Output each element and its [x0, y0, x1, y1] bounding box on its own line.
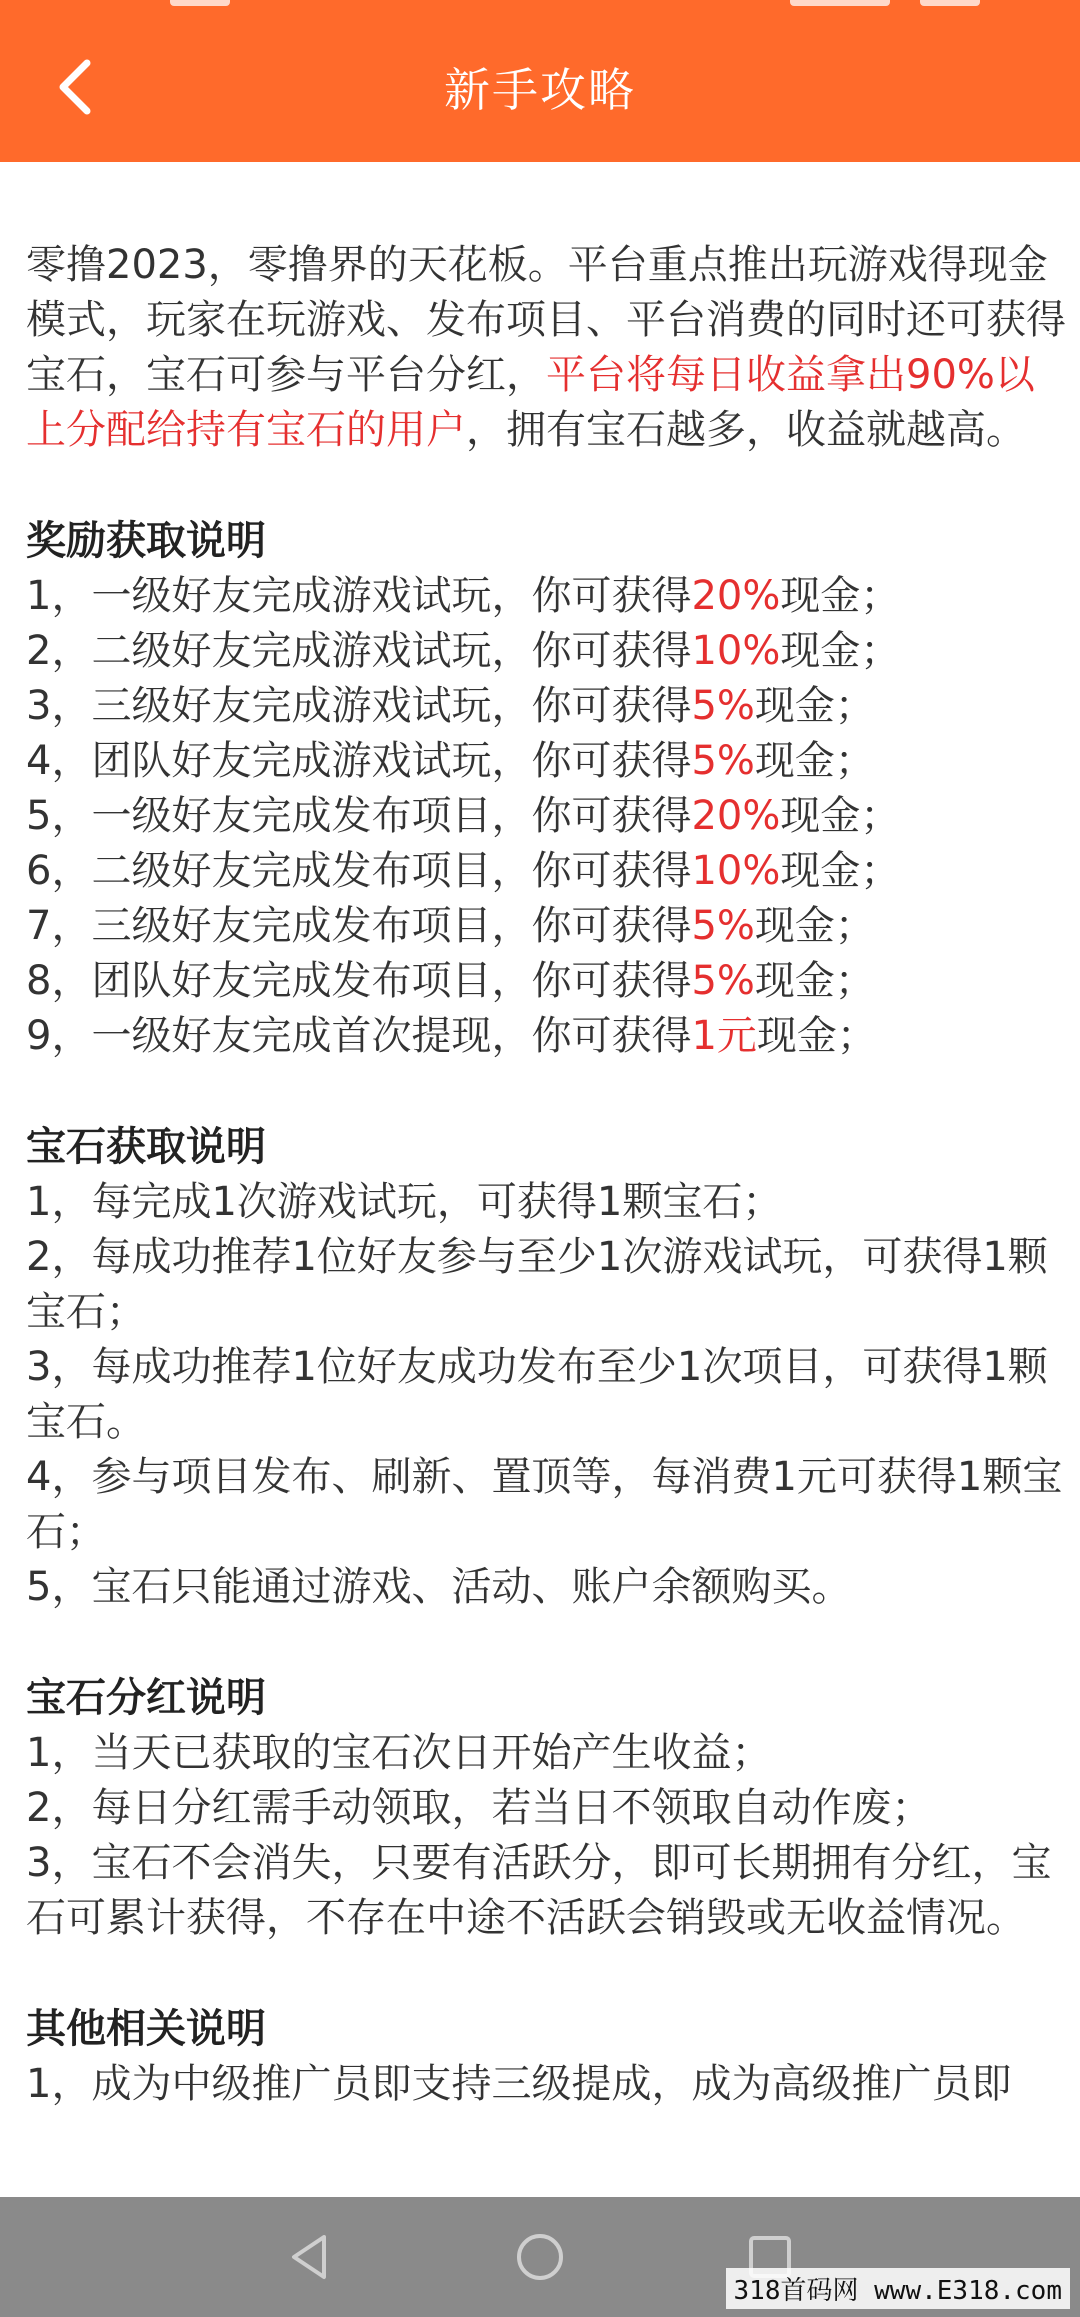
list-item: [26, 844, 1066, 899]
item-text: 4，团队好友完成游戏试玩，你可获得: [26, 738, 692, 784]
item-text: 2，二级好友完成游戏试玩，你可获得: [26, 628, 692, 674]
list-item: [26, 789, 1066, 844]
item-text: 现金；: [754, 738, 875, 784]
nav-back-button[interactable]: [280, 2227, 340, 2287]
list-item: [26, 954, 1066, 1009]
item-text: 7，三级好友完成发布项目，你可获得: [26, 903, 692, 949]
guide-content: [26, 238, 1066, 2112]
other-section: [26, 2002, 1066, 2112]
circle-home-icon: [514, 2231, 566, 2283]
item-text: 现金；: [754, 958, 875, 1004]
intro-paragraph: [26, 238, 1066, 458]
item-text: 现金；: [780, 573, 901, 619]
status-bar-fragment: [790, 0, 890, 6]
list-item: [26, 569, 1066, 624]
list-item: [26, 679, 1066, 734]
app-header: [0, 0, 1080, 162]
item-text: 1，一级好友完成游戏试玩，你可获得: [26, 573, 692, 619]
gem-section: [26, 1120, 1066, 1615]
item-value: 20%: [691, 573, 781, 619]
list-item: [26, 1009, 1066, 1064]
list-item: 3，宝石不会消失，只要有活跃分，即可长期拥有分红，宝石可累计获得，不存在中途不活跃会销毁或无收益情况。: [26, 1840, 1052, 1941]
item-text: 5，一级好友完成发布项目，你可获得: [26, 793, 692, 839]
list-item: [26, 624, 1066, 679]
section-title: 宝石获取说明: [26, 1124, 266, 1170]
item-text: 3，三级好友完成游戏试玩，你可获得: [26, 683, 692, 729]
item-text: 现金；: [756, 1013, 877, 1059]
status-bar: [0, 0, 1080, 14]
item-value: 5%: [691, 738, 755, 784]
triangle-back-icon: [284, 2231, 336, 2283]
item-text: 现金；: [780, 628, 901, 674]
system-nav-bar: [0, 2197, 1080, 2317]
item-value: 10%: [691, 848, 781, 894]
intro-highlight: 平台将每日收益拿出90%以上分配给持有宝石的用户: [26, 352, 1035, 453]
item-text: 6，二级好友完成发布项目，你可获得: [26, 848, 692, 894]
item-text: 现金；: [754, 683, 875, 729]
intro-text-end: ，拥有宝石越多，收益就越高。: [466, 407, 1026, 453]
item-value: 5%: [691, 683, 755, 729]
reward-section: [26, 514, 1066, 1064]
item-value: 10%: [691, 628, 781, 674]
nav-home-button[interactable]: [510, 2227, 570, 2287]
item-value: 5%: [691, 903, 755, 949]
list-item: 2，每成功推荐1位好友参与至少1次游戏试玩，可获得1颗宝石；: [26, 1234, 1048, 1335]
item-text: 现金；: [780, 848, 901, 894]
item-value: 1元: [691, 1013, 757, 1059]
section-title: 其他相关说明: [26, 2006, 266, 2052]
list-item: 4，参与项目发布、刷新、置顶等，每消费1元可获得1颗宝石；: [26, 1454, 1063, 1555]
item-text: 8，团队好友完成发布项目，你可获得: [26, 958, 692, 1004]
list-item: 2，每日分红需手动领取，若当日不领取自动作废；: [26, 1785, 932, 1831]
item-text: 9，一级好友完成首次提现，你可获得: [26, 1013, 692, 1059]
status-bar-fragment: [920, 0, 980, 6]
list-item: 1，每完成1次游戏试玩，可获得1颗宝石；: [26, 1179, 783, 1225]
status-bar-fragment: [170, 0, 230, 6]
item-value: 20%: [691, 793, 781, 839]
dividend-section: [26, 1671, 1066, 1946]
list-item: 1，当天已获取的宝石次日开始产生收益；: [26, 1730, 772, 1776]
list-item: 5，宝石只能通过游戏、活动、账户余额购买。: [26, 1564, 852, 1610]
item-text: 现金；: [754, 903, 875, 949]
watermark: 318首码网 www.E318.com: [726, 2268, 1070, 2309]
item-value: 5%: [691, 958, 755, 1004]
list-item: [26, 734, 1066, 789]
item-text: 现金；: [780, 793, 901, 839]
list-item: [26, 899, 1066, 954]
section-title: 宝石分红说明: [26, 1675, 266, 1721]
list-item: 3，每成功推荐1位好友成功发布至少1次项目，可获得1颗宝石。: [26, 1344, 1048, 1445]
list-item: 1，成为中级推广员即支持三级提成，成为高级推广员即: [26, 2061, 1012, 2107]
section-title: 奖励获取说明: [26, 518, 266, 564]
page-title: 新手攻略: [444, 63, 636, 117]
intro-text: 零撸2023，零撸界的天花板。平台重点推出玩游戏得现金模式，玩家在玩游戏、发布项目、平台消费的同时还可获得宝石，宝石可参与平台分红，: [26, 242, 1066, 398]
